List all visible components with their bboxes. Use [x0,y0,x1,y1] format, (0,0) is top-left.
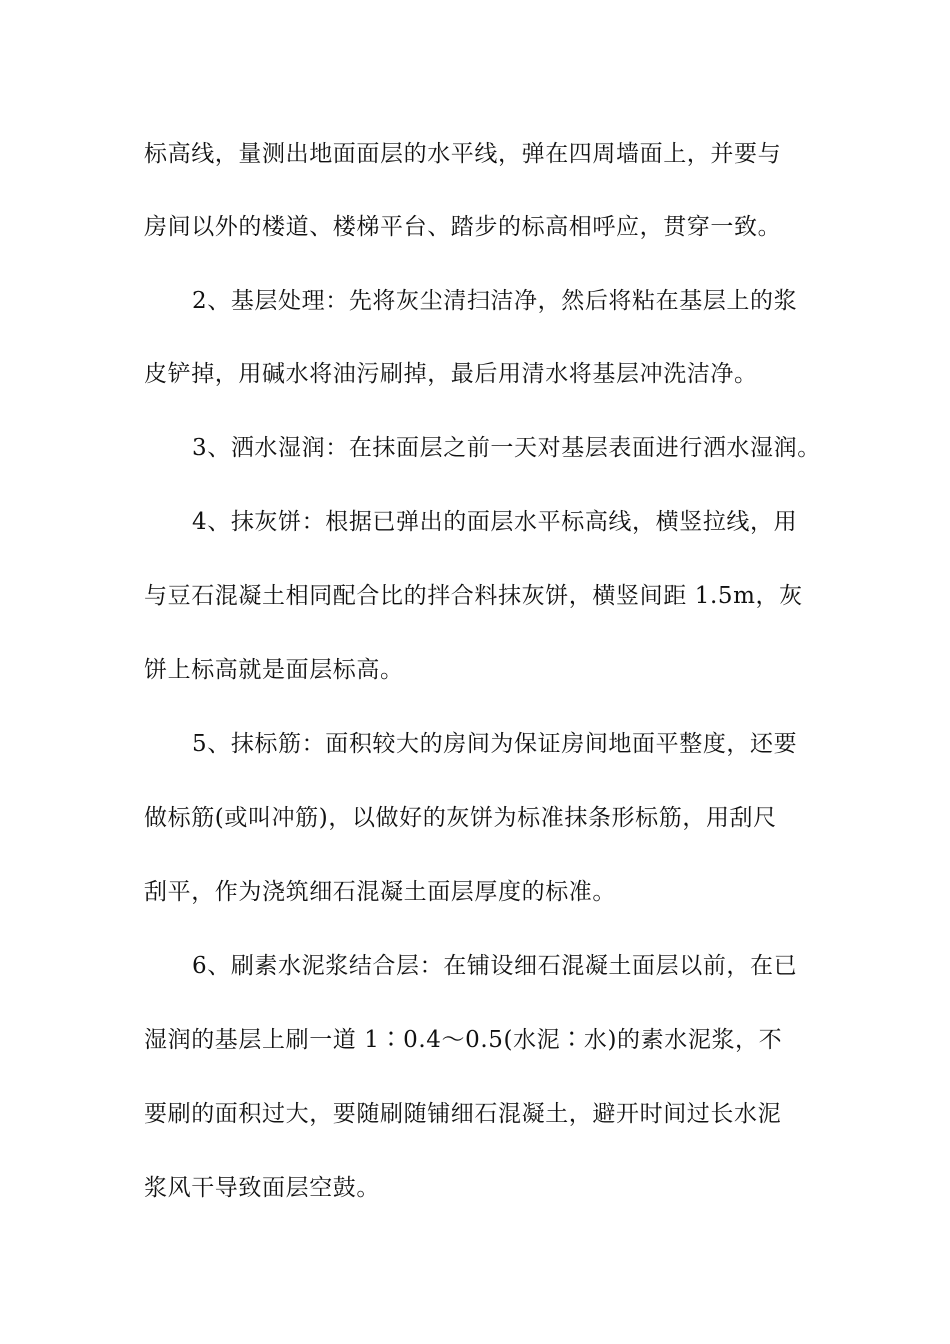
paragraph-4-start: 4、抹灰饼：根据已弹出的面层水平标高线，横竖拉线，用 [192,509,798,535]
text-line: 浆风干导致面层空鼓。 [144,1175,380,1201]
text-line: 与豆石混凝土相同配合比的拌合料抹灰饼，横竖间距 1.5m，灰 [144,583,803,609]
text-line: 皮铲掉，用碱水将油污刷掉，最后用清水将基层冲洗洁净。 [144,361,758,387]
text-line: 做标筋(或叫冲筋)，以做好的灰饼为标准抹条形标筋，用刮尺 [144,805,777,831]
text-line: 湿润的基层上刷一道 1∶0.4～0.5(水泥∶水)的素水泥浆，不 [144,1027,783,1053]
paragraph-5-start: 5、抹标筋：面积较大的房间为保证房间地面平整度，还要 [192,731,798,757]
paragraph-2-start: 2、基层处理：先将灰尘清扫洁净，然后将粘在基层上的浆 [192,288,798,314]
text-line: 饼上标高就是面层标高。 [144,657,404,683]
text-line: 刮平，作为浇筑细石混凝土面层厚度的标准。 [144,879,616,905]
paragraph-6-start: 6、刷素水泥浆结合层：在铺设细石混凝土面层以前，在已 [192,953,798,979]
text-line: 要刷的面积过大，要随刷随铺细石混凝土，避开时间过长水泥 [144,1101,782,1127]
text-line: 标高线，量测出地面面层的水平线，弹在四周墙面上，并要与 [144,141,782,167]
paragraph-3-start: 3、洒水湿润：在抹面层之前一天对基层表面进行洒水湿润。 [192,435,821,461]
text-line: 房间以外的楼道、楼梯平台、踏步的标高相呼应，贯穿一致。 [144,214,782,240]
